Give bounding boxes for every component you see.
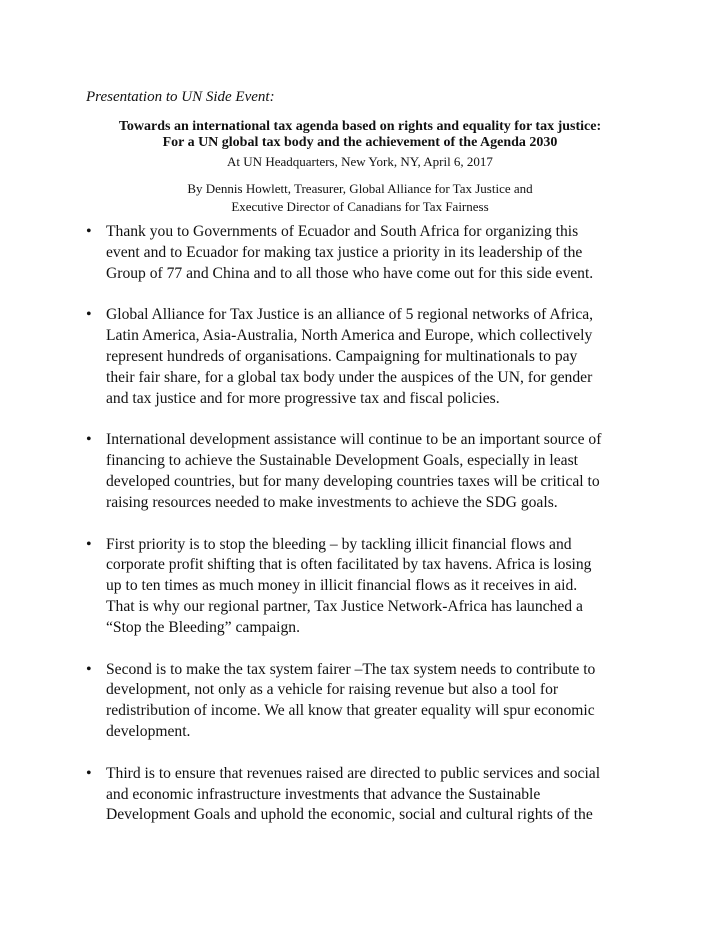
bullet-item <box>86 430 646 513</box>
bullet-dot: • <box>86 306 92 324</box>
bullet-dot: • <box>86 535 92 553</box>
bullet-text-line: represent hundreds of organisations. Campaigning for multinationals to pay <box>106 347 578 365</box>
bullet-text-line: International development assistance will continue to be an important source of <box>106 431 602 449</box>
bullet-text-line: That is why our regional partner, Tax Justice Network-Africa has launched a <box>106 597 583 615</box>
bullet-text-line: Latin America, Asia-Australia, North America and Europe, which collectively <box>106 327 593 345</box>
bullet-text-line: developed countries, but for many developing countries taxes will be critical to <box>106 472 600 490</box>
byline-line-2: Executive Director of Canadians for Tax Fairness <box>231 199 489 214</box>
bullet-text-line: “Stop the Bleeding” campaign. <box>106 618 301 636</box>
bullet-text-line: corporate profit shifting that is often facilitated by tax havens. Africa is losing <box>106 556 592 574</box>
title-line-2: For a UN global tax body and the achievement of the Agenda 2030 <box>162 135 558 150</box>
title-block <box>0 119 720 169</box>
bullet-item <box>86 764 646 826</box>
bullet-text-line: redistribution of income. We all know that greater equality will spur economic <box>106 702 595 720</box>
bullet-text-line: Second is to make the tax system fairer –The tax system needs to contribute to <box>106 660 596 678</box>
byline-line-1: By Dennis Howlett, Treasurer, Global Alliance for Tax Justice and <box>187 181 533 196</box>
bullet-text-line: Development Goals and uphold the economic, social and cultural rights of the <box>106 806 593 824</box>
bullet-text-line: event and to Ecuador for making tax justice a priority in its leadership of the <box>106 243 583 261</box>
bullet-text-line: Global Alliance for Tax Justice is an alliance of 5 regional networks of Africa, <box>106 306 594 324</box>
bullet-text-line: and economic infrastructure investments that advance the Sustainable <box>106 785 541 803</box>
bullet-text-line: development, not only as a vehicle for raising revenue but also a tool for <box>106 681 559 699</box>
bullet-item <box>86 222 646 284</box>
bullet-text-line: their fair share, for a global tax body under the auspices of the UN, for gender <box>106 368 593 386</box>
bullet-text-line: financing to achieve the Sustainable Development Goals, especially in least <box>106 452 578 470</box>
bullet-item <box>86 660 646 743</box>
bullet-text-line: up to ten times as much money in illicit financial flows as it receives in aid. <box>106 577 578 595</box>
bullet-dot: • <box>86 431 92 449</box>
bullet-item <box>86 305 646 409</box>
bullet-dot: • <box>86 223 92 240</box>
bullet-text-line: Thank you to Governments of Ecuador and South Africa for organizing this <box>106 223 579 240</box>
bullet-text-line: First priority is to stop the bleeding – by tackling illicit financial flows and <box>106 535 572 553</box>
bullet-text-line: and tax justice and for more progressive tax and fiscal policies. <box>106 389 500 407</box>
bullet-text-line: raising resources needed to make investments to achieve the SDG goals. <box>106 493 558 511</box>
bullet-text-line: development. <box>106 722 191 740</box>
bullet-dot: • <box>86 764 92 782</box>
document-heading: Presentation to UN Side Event: <box>86 89 275 105</box>
bullet-text-line: Third is to ensure that revenues raised are directed to public services and social <box>106 764 601 782</box>
byline <box>0 180 720 216</box>
bullet-text-line: Group of 77 and China and to all those who have come out for this side event. <box>106 264 594 282</box>
bullet-list <box>86 222 646 847</box>
bullet-dot: • <box>86 660 92 678</box>
bullet-item <box>86 535 646 639</box>
title-line-1: Towards an international tax agenda based on rights and equality for tax justice: <box>118 119 602 134</box>
location-date: At UN Headquarters, New York, NY, April 6, 2017 <box>227 154 493 169</box>
